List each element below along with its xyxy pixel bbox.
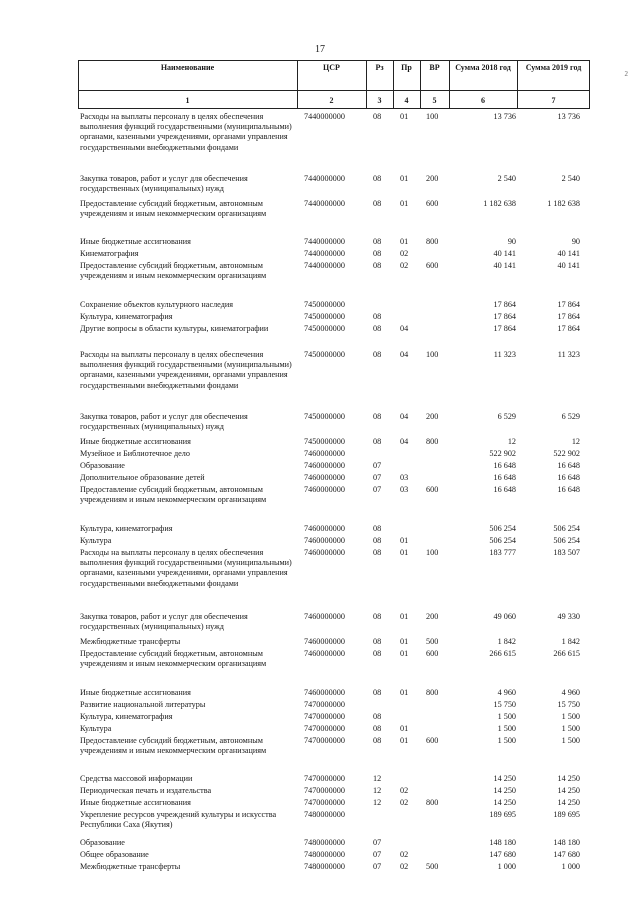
row-name: Предоставление субсидий бюджетным, автономным учреждениям и иным некоммерческим организациям [80,199,267,219]
row-vr: 600 [426,485,439,494]
row-sum-2019: 4 960 [561,688,580,697]
col-number: 2 [329,95,334,105]
row-sum-2018: 12 [507,437,516,446]
row-pr: 02 [400,798,409,807]
header-rz: Рз [375,63,384,72]
row-pr: 02 [400,249,409,258]
row-name: Расходы на выплаты персоналу в целях обеспечения выполнения функций государственными (муниципальными) органами, казенными учреждениями, органами управления государственными внебюджетными фондами [80,548,292,588]
col-number: 1 [185,95,190,105]
row-vr: 500 [426,637,439,646]
row-rz: 07 [373,850,382,859]
row-name: Культура, кинематография [80,312,173,321]
row-pr: 01 [400,688,409,697]
row-pr: 04 [400,412,409,421]
row-sum-2018: 1 182 638 [483,199,516,208]
row-sum-2019: 6 529 [561,412,580,421]
row-pr: 02 [400,261,409,270]
row-sum-2019: 12 [571,437,580,446]
row-csr: 7460000000 [304,637,345,646]
row-sum-2018: 1 500 [497,712,516,721]
row-rz: 08 [373,724,382,733]
row-csr: 7460000000 [304,612,345,621]
row-sum-2018: 506 254 [489,524,516,533]
row-name: Межбюджетные трансферты [80,862,181,871]
row-rz: 08 [373,437,382,446]
row-name: Кинематография [80,249,139,258]
row-name: Развитие национальной литературы [80,700,206,709]
row-csr: 7470000000 [304,774,345,783]
row-csr: 7480000000 [304,838,345,847]
row-rz: 12 [373,798,382,807]
row-name: Музейное и Библиотечное дело [80,449,190,458]
row-sum-2019: 147 680 [553,850,580,859]
row-csr: 7470000000 [304,724,345,733]
row-rz: 08 [373,350,382,359]
row-name: Дополнительное образование детей [80,473,205,482]
row-sum-2019: 40 141 [557,249,580,258]
row-sum-2018: 266 615 [489,649,516,658]
row-rz: 08 [373,112,382,121]
row-csr: 7470000000 [304,786,345,795]
row-sum-2019: 17 864 [557,300,580,309]
header-pr: Пр [401,63,412,72]
row-sum-2018: 17 864 [493,312,516,321]
header-vr: ВР [429,63,440,72]
row-rz: 07 [373,838,382,847]
row-pr: 01 [400,548,409,557]
row-name: Расходы на выплаты персоналу в целях обеспечения выполнения функций государственными (муниципальными) органами, казенными учреждениями, органами управления государственными внебюджетными фондами [80,112,292,152]
row-vr: 800 [426,237,439,246]
col-number: 6 [481,95,485,105]
row-rz: 08 [373,712,382,721]
row-sum-2018: 147 680 [489,850,516,859]
row-rz: 08 [373,237,382,246]
row-name: Предоставление субсидий бюджетным, автономным учреждениям и иным некоммерческим организациям [80,649,267,669]
row-sum-2019: 522 902 [553,449,580,458]
row-sum-2018: 40 141 [493,261,516,270]
row-sum-2019: 1 500 [561,712,580,721]
row-name: Культура, кинематография [80,712,173,721]
row-pr: 04 [400,350,409,359]
row-sum-2019: 17 864 [557,324,580,333]
row-sum-2018: 148 180 [489,838,516,847]
row-name: Предоставление субсидий бюджетным, автономным учреждениям и иным некоммерческим организациям [80,485,267,505]
row-rz: 08 [373,536,382,545]
row-sum-2018: 14 250 [493,786,516,795]
row-vr: 600 [426,736,439,745]
row-csr: 7440000000 [304,237,345,246]
row-sum-2018: 49 060 [493,612,516,621]
row-sum-2018: 40 141 [493,249,516,258]
row-csr: 7480000000 [304,850,345,859]
row-sum-2019: 183 507 [553,548,580,557]
row-sum-2019: 16 648 [557,473,580,482]
row-sum-2018: 17 864 [493,324,516,333]
row-sum-2019: 11 323 [557,350,580,359]
row-sum-2019: 14 250 [557,798,580,807]
row-sum-2018: 506 254 [489,536,516,545]
row-csr: 7470000000 [304,736,345,745]
row-csr: 7450000000 [304,312,345,321]
row-sum-2019: 16 648 [557,485,580,494]
row-rz: 08 [373,548,382,557]
row-name: Иные бюджетные ассигнования [80,688,191,697]
row-sum-2019: 90 [571,237,580,246]
row-rz: 08 [373,736,382,745]
row-name: Образование [80,838,125,847]
row-csr: 7460000000 [304,536,345,545]
row-csr: 7460000000 [304,461,345,470]
row-name: Общее образование [80,850,149,859]
row-name: Иные бюджетные ассигнования [80,437,191,446]
row-csr: 7440000000 [304,112,345,121]
row-name: Другие вопросы в области культуры, кинематографии [80,324,269,333]
row-csr: 7470000000 [304,700,345,709]
row-csr: 7460000000 [304,473,345,482]
margin-mark: 2 [624,70,628,78]
row-rz: 07 [373,461,382,470]
row-name: Предоставление субсидий бюджетным, автономным учреждениям и иным некоммерческим организациям [80,261,267,281]
row-rz: 08 [373,261,382,270]
row-vr: 100 [426,112,439,121]
row-name: Средства массовой информации [80,774,193,783]
header-name: Наименование [160,63,215,72]
row-sum-2018: 189 695 [489,810,516,819]
row-csr: 7450000000 [304,412,345,421]
row-sum-2019: 1 500 [561,724,580,733]
row-sum-2018: 522 902 [489,449,516,458]
row-vr: 200 [426,612,439,621]
header-csr: ЦСР [323,63,340,72]
row-rz: 12 [373,786,382,795]
row-csr: 7460000000 [304,485,345,494]
row-rz: 08 [373,637,382,646]
row-csr: 7460000000 [304,688,345,697]
row-pr: 01 [400,237,409,246]
row-csr: 7460000000 [304,548,345,557]
row-name: Сохранение объектов культурного наследия [80,300,234,309]
row-pr: 02 [400,862,409,871]
row-pr: 01 [400,112,409,121]
row-sum-2018: 90 [507,237,516,246]
row-vr: 500 [426,862,439,871]
row-sum-2018: 17 864 [493,300,516,309]
row-csr: 7450000000 [304,350,345,359]
row-name: Закупка товаров, работ и услуг для обеспечения государственных (муниципальных) нужд [80,174,248,194]
row-vr: 100 [426,350,439,359]
row-sum-2019: 506 254 [553,524,580,533]
row-name: Образование [80,461,125,470]
row-sum-2018: 4 960 [497,688,516,697]
row-sum-2019: 1 842 [561,637,580,646]
row-sum-2019: 506 254 [553,536,580,545]
row-vr: 100 [426,548,439,557]
row-sum-2018: 1 500 [497,736,516,745]
row-csr: 7450000000 [304,300,345,309]
col-number: 3 [377,95,382,105]
row-rz: 08 [373,412,382,421]
row-sum-2019: 16 648 [557,461,580,470]
row-sum-2019: 1 000 [561,862,580,871]
row-vr: 600 [426,261,439,270]
row-name: Укрепление ресурсов учреждений культуры и искусства Республики Саха (Якутия) [80,810,277,830]
row-pr: 01 [400,724,409,733]
row-rz: 12 [373,774,382,783]
row-sum-2018: 16 648 [493,473,516,482]
row-sum-2018: 1 842 [497,637,516,646]
row-sum-2018: 16 648 [493,485,516,494]
row-csr: 7440000000 [304,174,345,183]
header-sum-2018: Сумма 2018 год [455,63,511,72]
row-pr: 01 [400,199,409,208]
row-pr: 01 [400,736,409,745]
col-number: 5 [432,95,437,105]
row-sum-2019: 13 736 [557,112,580,121]
row-sum-2019: 266 615 [553,649,580,658]
row-sum-2019: 189 695 [553,810,580,819]
header-sum-2019: Сумма 2019 год [525,63,582,72]
row-sum-2018: 15 750 [493,700,516,709]
page-number: 17 [315,44,325,55]
row-sum-2019: 1 500 [561,736,580,745]
row-name: Закупка товаров, работ и услуг для обеспечения государственных (муниципальных) нужд [80,412,248,432]
row-pr: 01 [400,637,409,646]
row-sum-2018: 183 777 [489,548,516,557]
row-name: Иные бюджетные ассигнования [80,798,191,807]
row-sum-2019: 17 864 [557,312,580,321]
row-sum-2018: 13 736 [493,112,516,121]
row-rz: 07 [373,473,382,482]
row-sum-2019: 14 250 [557,786,580,795]
row-sum-2019: 148 180 [553,838,580,847]
row-csr: 7480000000 [304,862,345,871]
row-csr: 7460000000 [304,524,345,533]
row-sum-2018: 14 250 [493,798,516,807]
row-csr: 7470000000 [304,712,345,721]
row-csr: 7440000000 [304,249,345,258]
row-name: Культура [80,724,112,733]
row-sum-2018: 1 500 [497,724,516,733]
row-sum-2019: 14 250 [557,774,580,783]
row-rz: 08 [373,688,382,697]
row-name: Межбюджетные трансферты [80,637,181,646]
row-vr: 800 [426,688,439,697]
row-sum-2019: 15 750 [557,700,580,709]
row-sum-2018: 11 323 [493,350,516,359]
row-sum-2018: 6 529 [497,412,516,421]
row-csr: 7460000000 [304,449,345,458]
row-rz: 08 [373,612,382,621]
row-name: Закупка товаров, работ и услуг для обеспечения государственных (муниципальных) нужд [80,612,248,632]
row-vr: 800 [426,437,439,446]
row-csr: 7440000000 [304,261,345,270]
row-rz: 07 [373,485,382,494]
row-pr: 01 [400,649,409,658]
row-rz: 08 [373,174,382,183]
row-sum-2018: 14 250 [493,774,516,783]
row-vr: 800 [426,798,439,807]
row-csr: 7480000000 [304,810,345,819]
row-pr: 01 [400,612,409,621]
row-pr: 03 [400,473,409,482]
row-rz: 08 [373,324,382,333]
row-rz: 08 [373,524,382,533]
row-pr: 04 [400,324,409,333]
row-pr: 03 [400,485,409,494]
row-name: Расходы на выплаты персоналу в целях обеспечения выполнения функций государственными (муниципальными) органами, казенными учреждениями, органами управления государственными внебюджетными фондами [80,350,292,390]
row-pr: 02 [400,786,409,795]
row-sum-2018: 16 648 [493,461,516,470]
row-name: Культура, кинематография [80,524,173,533]
row-rz: 08 [373,649,382,658]
row-rz: 08 [373,312,382,321]
row-pr: 04 [400,437,409,446]
row-vr: 600 [426,199,439,208]
col-number: 7 [551,95,556,105]
row-sum-2018: 2 540 [497,174,516,183]
row-name: Иные бюджетные ассигнования [80,237,191,246]
row-pr: 01 [400,536,409,545]
row-name: Предоставление субсидий бюджетным, автономным учреждениям и иным некоммерческим организациям [80,736,267,756]
row-csr: 7450000000 [304,324,345,333]
row-pr: 02 [400,850,409,859]
row-sum-2019: 40 141 [557,261,580,270]
row-csr: 7440000000 [304,199,345,208]
row-sum-2019: 2 540 [561,174,580,183]
row-vr: 200 [426,174,439,183]
row-name: Культура [80,536,112,545]
row-vr: 600 [426,649,439,658]
row-pr: 01 [400,174,409,183]
row-csr: 7450000000 [304,437,345,446]
row-rz: 07 [373,862,382,871]
row-name: Периодическая печать и издательства [80,786,212,795]
row-csr: 7470000000 [304,798,345,807]
row-sum-2019: 1 182 638 [547,199,580,208]
row-rz: 08 [373,199,382,208]
row-sum-2018: 1 000 [497,862,516,871]
row-vr: 200 [426,412,439,421]
row-sum-2019: 49 330 [557,612,580,621]
col-number: 4 [404,95,409,105]
row-rz: 08 [373,249,382,258]
row-csr: 7460000000 [304,649,345,658]
